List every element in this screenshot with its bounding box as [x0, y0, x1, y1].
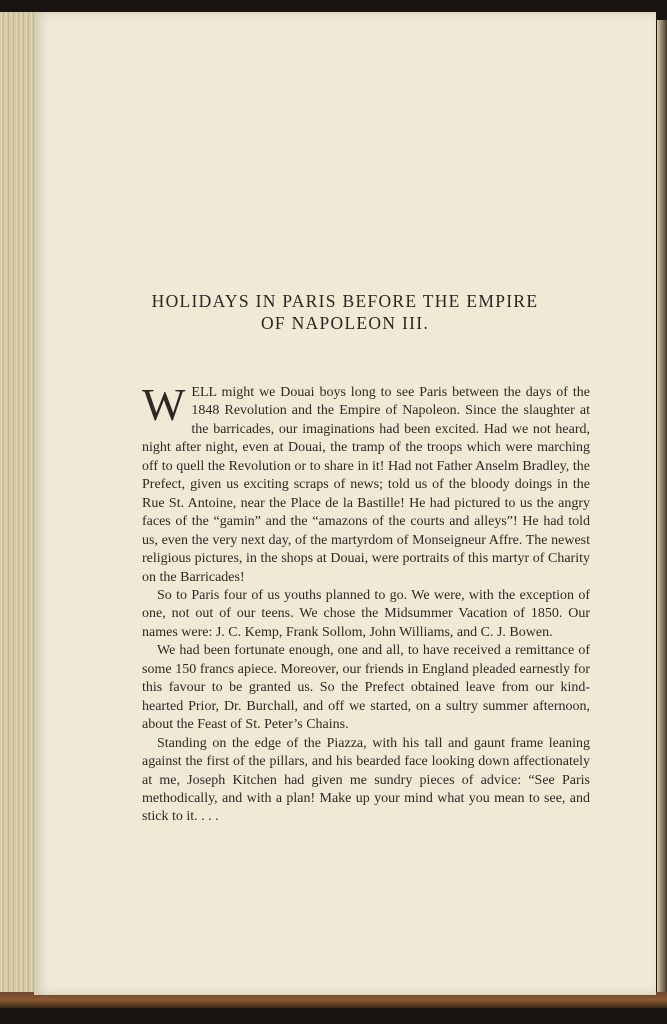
drop-cap: W — [142, 379, 186, 430]
paragraph-4: Standing on the edge of the Piazza, with his tall and gaunt frame leaning against the first of the pillars, and his bearded face looking down affectionately at me, Joseph Kitchen had given me sundry pieces of advice: “See Paris methodically, and with a plan! Make up your mind what you mean to see, and stick to it. . . . — [142, 735, 590, 825]
cover-edge — [657, 20, 667, 1005]
body-text — [142, 379, 590, 827]
paragraph-1-text: ELL might we Douai boys long to see Paris between the days of the 1848 Revolution and the Empire of Napoleon. Since the slaughter at the barricades, our imaginations had been excited. Had we not heard, night after night, even at Douai, the tramp of the troops which were marching off to quell the Revolution or to share in it! Had not Father Anselm Bradley, the Prefect, given us exciting scraps of news; told us of the bloody doings in the Rue St. Antoine, near the Place de la Bastille! He had pictured to us the angry faces of the “gamin” and the “amazons of the courts and alleys”! He had told us, even the very next day, of the martyrdom of Monseigneur Affre. The newest religious pictures, in the shops at Douai, were portraits of this martyr of Charity on the Barricades! — [142, 385, 590, 585]
chapter-title-line-2: OF NAPOLEON III. — [260, 313, 430, 333]
chapter-title-line-1: HOLIDAYS IN PARIS BEFORE THE EMPIRE — [151, 291, 539, 311]
paragraph-3: We had been fortunate enough, one and all, to have received a remittance of some 150 francs apiece. Moreover, our friends in England pleaded earnestly for this favour to be granted us. So the Prefect obtained leave from our kind-hearted Prior, Dr. Burchall, and off we started, on a sultry summer afternoon, about the Feast of St. Peter’s Chains. — [142, 643, 590, 733]
book-page — [34, 12, 656, 995]
paragraph-1 — [142, 379, 590, 587]
chapter-title — [34, 290, 656, 334]
paragraph-2: So to Paris four of us youths planned to go. We were, with the exception of one, not out of our teens. We chose the Midsummer Vacation of 1850. Our names were: J. C. Kemp, Frank Sollom, John Williams, and C. J. Bowen. — [142, 587, 590, 640]
